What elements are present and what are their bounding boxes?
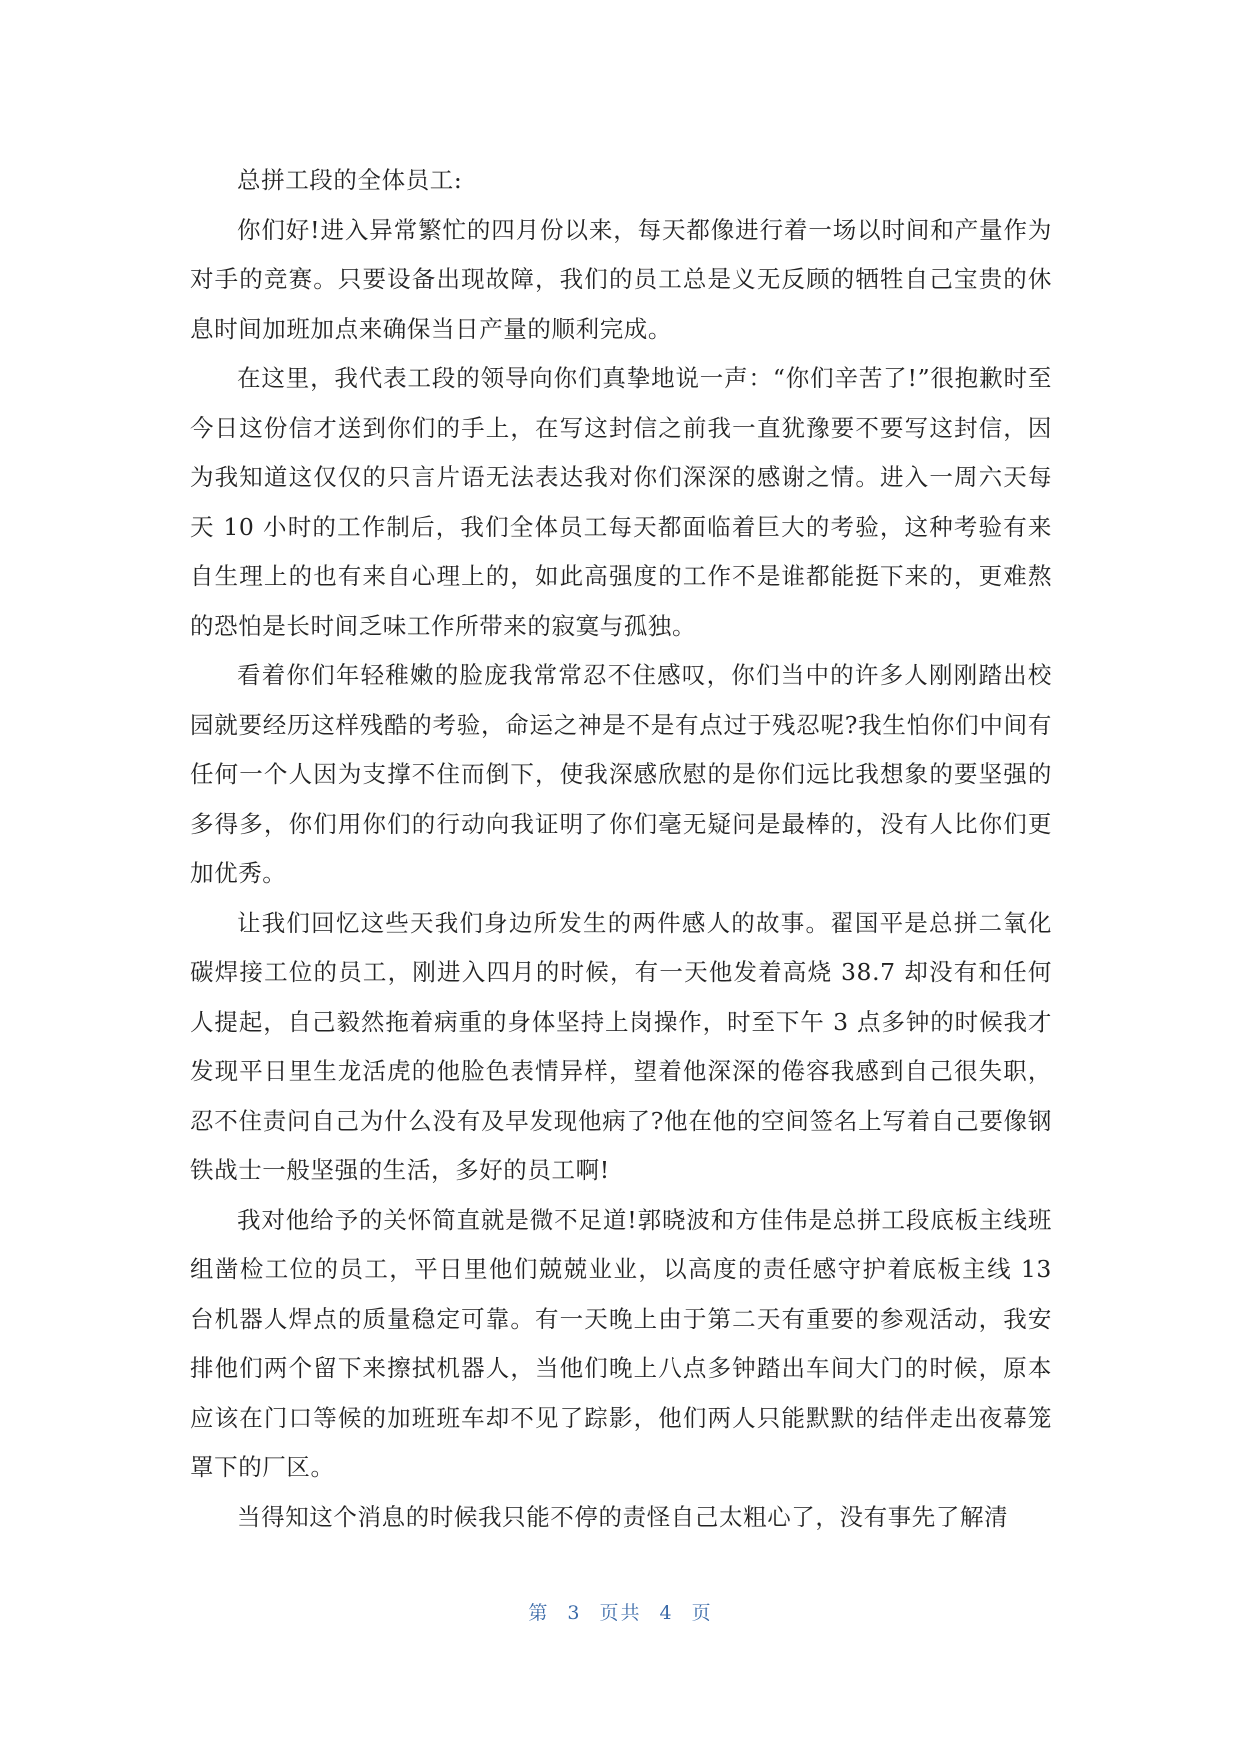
footer-suffix: 页 <box>691 1602 713 1624</box>
letter-body <box>190 156 1052 1542</box>
salutation: 总拼工段的全体员工: <box>237 166 463 194</box>
paragraph-2: 在这里，我代表工段的领导向你们真挚地说一声：“你们辛苦了!”很抱歉时至今日这份信才送到你们的手上，在写这封信之前我一直犹豫要不要写这封信，因为我知道这仅仅的只言片语无法表达我对你们深深的感谢之情。进入一周六天每天 10 小时的工作制后，我们全体员工每天都面临着巨大的考验，这种考验有来自生理上的也有来自心理上的，如此高强度的工作不是谁都能挺下来的，更难熬的恐怕是长时间乏味工作所带来的寂寞与孤独。 <box>190 364 1052 640</box>
paragraph-5: 我对他给予的关怀简直就是微不足道!郭晓波和方佳伟是总拼工段底板主线班组凿检工位的员工，平日里他们兢兢业业，以高度的责任感守护着底板主线 13 台机器人焊点的质量稳定可靠。有一天晚上由于第二天有重要的参观活动，我安排他们两个留下来擦拭机器人，当他们晚上八点多钟踏出车间大门的时候，原本应该在门口等候的加班班车却不见了踪影，他们两人只能默默的结伴走出夜幕笼罩下的厂区。 <box>190 1205 1052 1481</box>
footer-middle: 页共 <box>599 1602 642 1624</box>
footer-total-pages: 4 <box>659 1602 674 1624</box>
paragraph-4: 让我们回忆这些天我们身边所发生的两件感人的故事。翟国平是总拼二氧化碳焊接工位的员工，刚进入四月的时候，有一天他发着高烧 38.7 却没有和任何人提起，自己毅然拖着病重的身体坚持上岗操作，时至下午 3 点多钟的时候我才发现平日里生龙活虎的他脸色表情异样，望着他深深的倦容我感到自己很失职，忍不住责问自己为什么没有及早发现他病了?他在他的空间签名上写着自己要像钢铁战士一般坚强的生活，多好的员工啊! <box>190 908 1052 1184</box>
paragraph-1: 你们好!进入异常繁忙的四月份以来，每天都像进行着一场以时间和产量作为对手的竞赛。只要设备出现故障，我们的员工总是义无反顾的牺牲自己宝贵的休息时间加班加点来确保当日产量的顺利完成。 <box>190 215 1052 343</box>
paragraph-3: 看着你们年轻稚嫩的脸庞我常常忍不住感叹，你们当中的许多人刚刚踏出校园就要经历这样残酷的考验，命运之神是不是有点过于残忍呢?我生怕你们中间有任何一个人因为支撑不住而倒下，使我深感欣慰的是你们远比我想象的要坚强的多得多，你们用你们的行动向我证明了你们毫无疑问是最棒的，没有人比你们更加优秀。 <box>190 661 1052 887</box>
paragraph-6: 当得知这个消息的时候我只能不停的责怪自己太粗心了，没有事先了解清 <box>237 1502 1009 1531</box>
footer-current-page: 3 <box>567 1602 582 1624</box>
page-footer <box>0 1598 1241 1625</box>
footer-prefix: 第 <box>528 1602 550 1624</box>
